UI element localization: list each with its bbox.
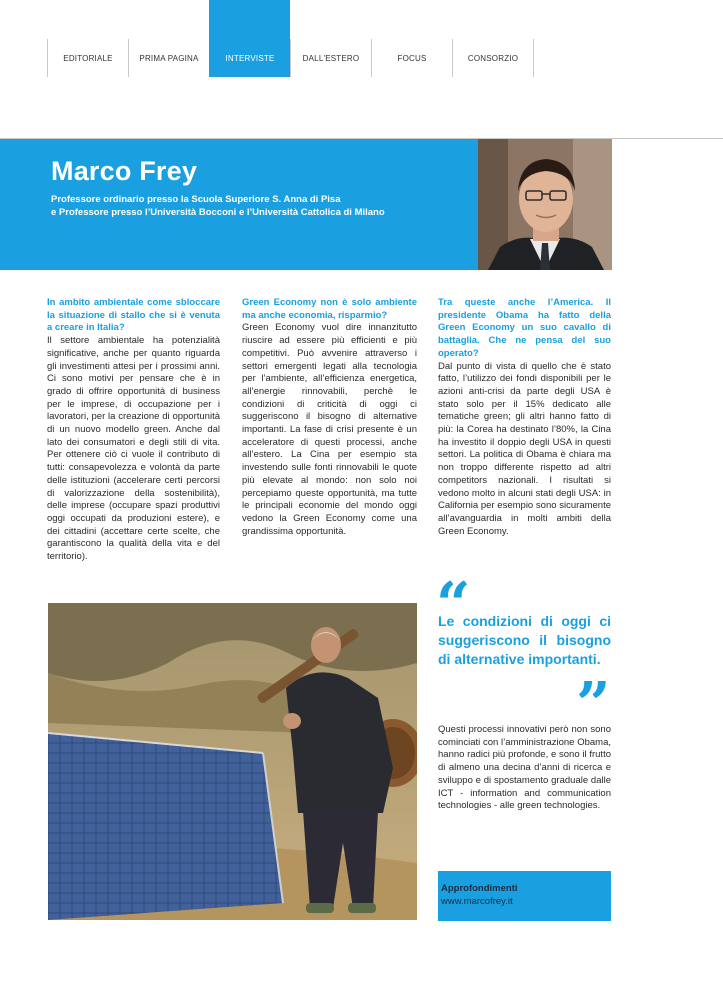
interview-column-3 <box>438 297 611 538</box>
further-reading-title: Approfondimenti <box>441 883 518 894</box>
nav-tab-dall-estero[interactable]: DALL'ESTERO <box>290 39 371 77</box>
question-2: Green Economy non è solo ambiente ma anche economia, risparmio? <box>242 297 417 321</box>
top-navigation <box>0 0 723 80</box>
interview-column-1 <box>47 297 220 564</box>
answer-1: Il settore ambientale ha potenzialità significative, anche per quanto riguarda gli investimenti attesi per i prossimi anni. Ci sono motivi per pensare che è in grado di offrire opportunità di business per le imprese, di occupazione per i lavoratori, per la creazione di opportunità di un nuovo modello green. Anche dal lato dei consumatori e degli stili di vita. Per ottenere ciò ci vuole il contributo di tutti: consapevolezza e volontà da parte delle istituzioni (accelerare certi percorsi di valorizzazione della sostenibilità), delle imprese (occupare spazi produttivi oggi occupati da produzioni estere), e dei cittadini (accettare certe scelte, che garantiscono la qualità della vita e del territorio). <box>47 335 220 563</box>
interview-column-2 <box>242 297 417 538</box>
question-3: Tra queste anche l’America. Il presidente Obama ha fatto della Green Economy un suo cavallo di battaglia. Che ne pensa del suo operato? <box>438 297 611 359</box>
open-quote-icon: “ <box>436 570 471 640</box>
solar-panel-photo <box>48 603 417 920</box>
nav-tab-consorzio[interactable]: CONSORZIO <box>452 39 534 77</box>
nav-tab-prima-pagina[interactable]: PRIMA PAGINA <box>128 39 209 77</box>
answer-3-continued: Questi processi innovativi però non sono cominciati con l’amministrazione Obama, hanno radici più profonde, e sono il frutto di almeno una decina d’anni di ricerca e sviluppo e di spostamento graduale dalle ICT - information and communication technologies - alle green technologies. <box>438 724 611 812</box>
nav-tab-editoriale[interactable]: EDITORIALE <box>47 39 128 77</box>
role-line-1: Professore ordinario presso la Scuola Superiore S. Anna di Pisa <box>51 194 341 205</box>
portrait-photo <box>478 139 612 270</box>
interviewee-name: Marco Frey <box>51 156 198 186</box>
further-reading-link[interactable]: www.marcofrey.it <box>441 896 513 907</box>
pull-quote: Le condizioni di oggi ci suggeriscono il bisogno di alternative importanti. <box>438 613 611 667</box>
role-line-2: e Professore presso l’Università Bocconi e l’Università Cattolica di Milano <box>51 207 385 218</box>
interviewee-role <box>51 193 385 219</box>
nav-tab-focus[interactable]: FOCUS <box>371 39 452 77</box>
answer-3: Dal punto di vista di quello che è stato fatto, l’utilizzo dei fondi disponibili per le azioni anti-crisi da parte degli USA è stato solo per il 15% dedicato alle tematiche green; gli altri hanno fatto di più: la Corea ha destinato l’80%, la Cina ha investito il doppio degli USA in questi settori. La politica di Obama è chiara ma non troppo differente rispetto ad altri competitors nazionali. I risultati si vedono molto in alcuni stati degli USA: in California per esempio sono sicuramente all’avanguardia in molti ambiti della Green Economy. <box>438 360 611 537</box>
nav-tab-interviste[interactable]: INTERVISTE <box>209 0 290 77</box>
further-reading-box <box>438 871 611 921</box>
close-quote-icon: ” <box>576 670 611 740</box>
answer-2: Green Economy vuol dire innanzitutto riuscire ad essere più efficienti e più competitivi. Può avvenire attraverso i settori emergenti legati alla tecnologia per l’ambiente, all’efficienza energetica, all’energie rinnovabili, perchè le condizioni di criticità di oggi ci suggeriscono il bisogno di alternative importanti. La fase di crisi presente è un acceleratore di questi processi, anche all’estero. La Cina per esempio sta investendo sulle fonti rinnovabili le quote più elevate al mondo: non solo noi percepiamo queste opportunità, ma tutte le principali economie del mondo oggi vedono la Green Economy come una grandissima opportunità. <box>242 322 417 537</box>
question-1: In ambito ambientale come sbloccare la situazione di stallo che si è venuta a creare in Italia? <box>47 297 220 334</box>
interview-column-4 <box>438 724 611 813</box>
